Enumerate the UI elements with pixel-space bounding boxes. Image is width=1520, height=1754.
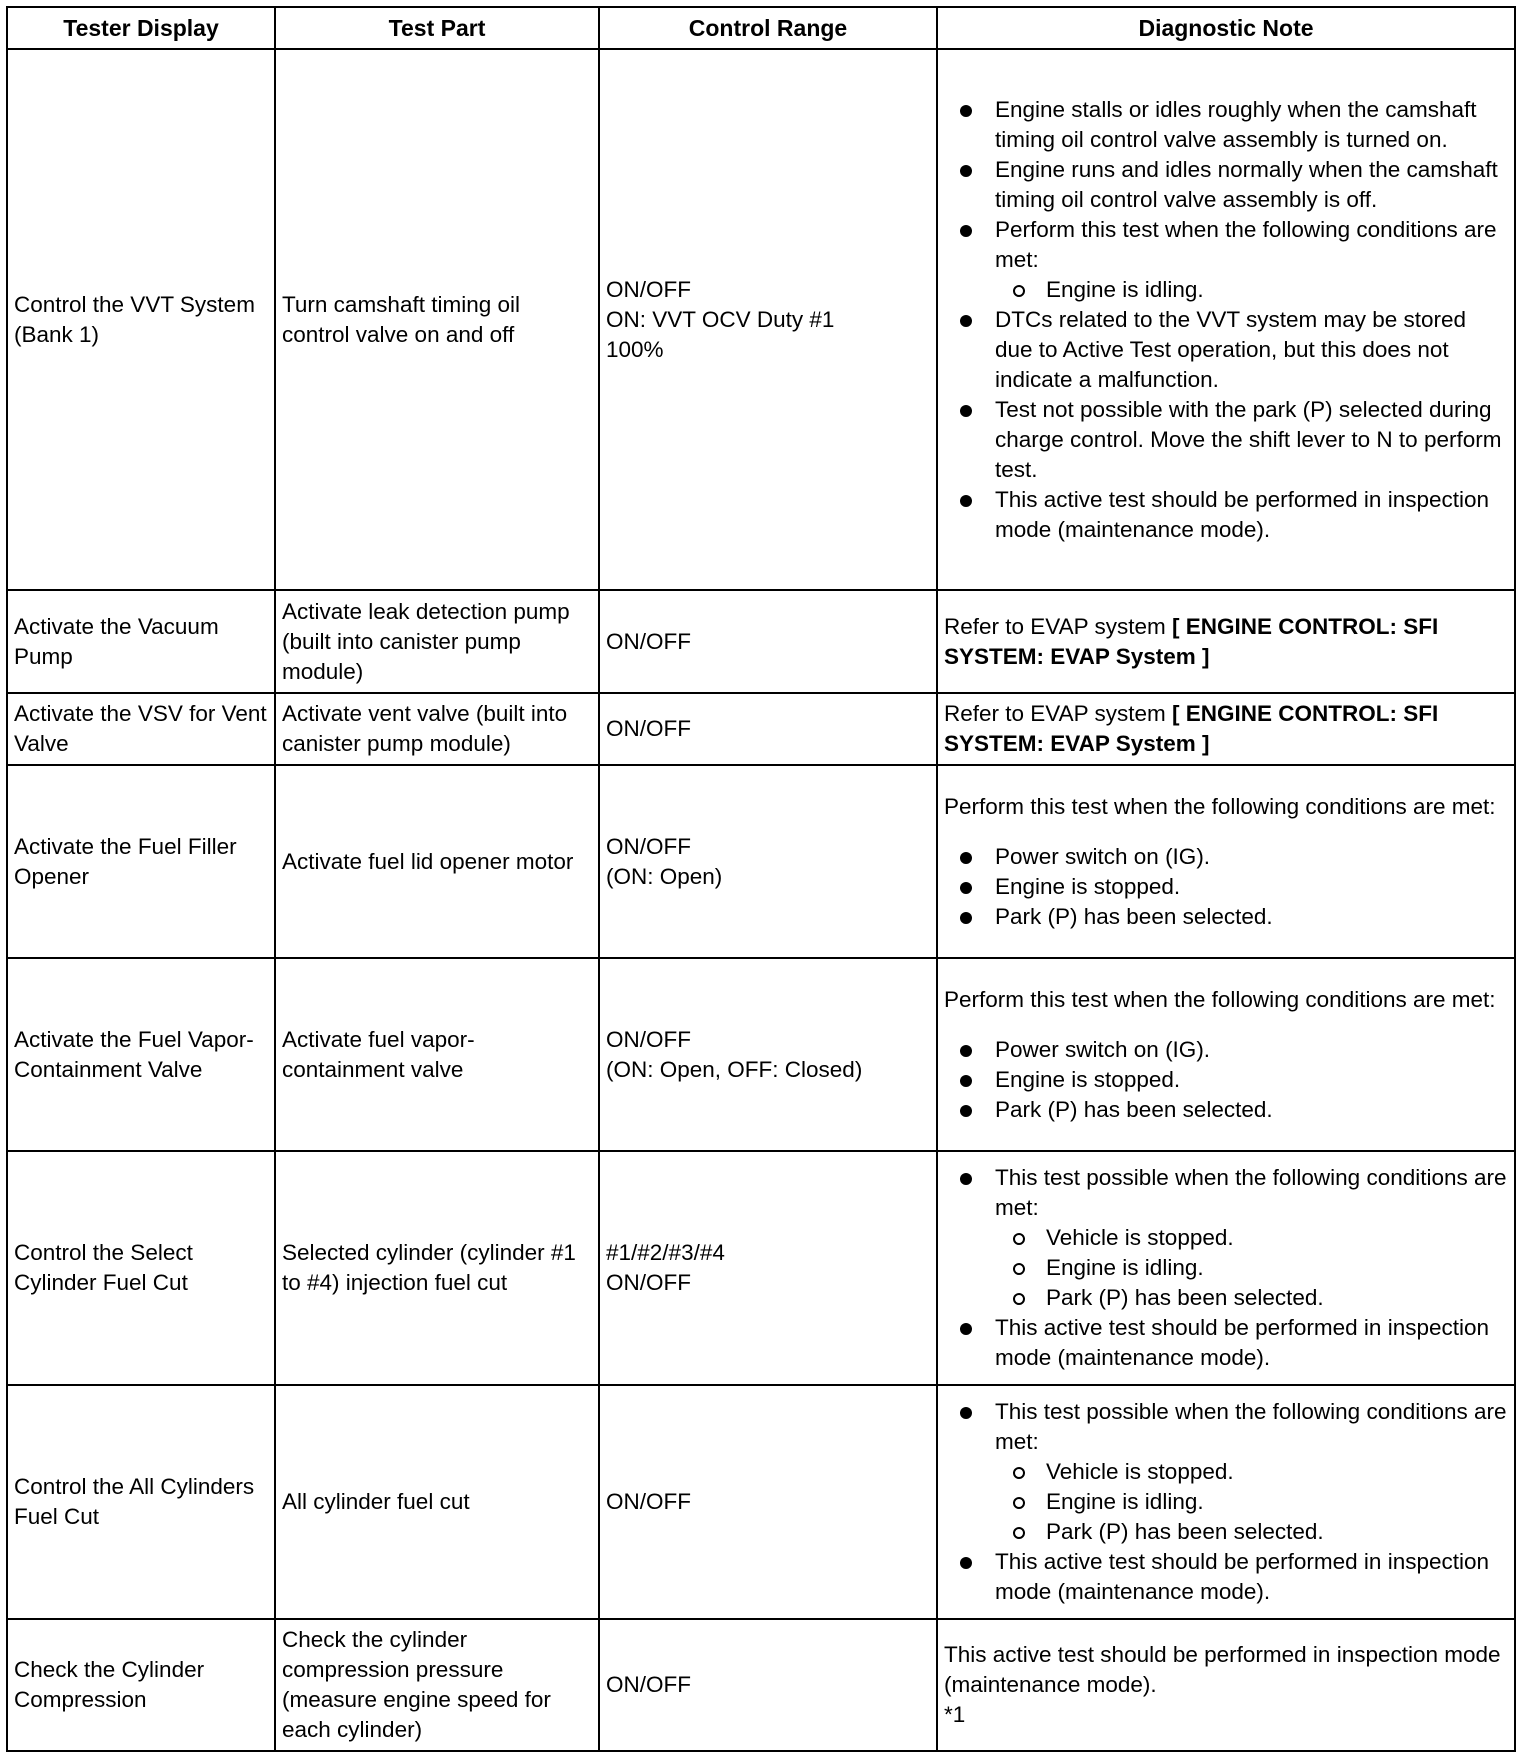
sub-bullet-list xyxy=(995,1223,1508,1313)
bullet-item: Park (P) has been selected. xyxy=(995,902,1508,932)
range-line: ON: VVT OCV Duty #1 xyxy=(606,306,835,332)
bullet-item: Park (P) has been selected. xyxy=(995,1095,1508,1125)
sub-bullet-item: Vehicle is stopped. xyxy=(1046,1223,1508,1253)
sub-bullet-item: Engine is idling. xyxy=(1046,275,1508,305)
bullet-item: Engine is stopped. xyxy=(995,872,1508,902)
diagnostic-note-cell xyxy=(937,1151,1515,1385)
bullet-item xyxy=(995,1163,1508,1313)
test-part-cell: Activate fuel lid opener motor xyxy=(275,765,599,958)
bullet-item xyxy=(995,1313,1508,1373)
bullet-list xyxy=(944,95,1508,545)
note-text: Refer to EVAP system xyxy=(944,701,1166,726)
bullet-item xyxy=(995,95,1508,155)
header-control-range: Control Range xyxy=(599,7,937,49)
bullet-list xyxy=(944,1035,1508,1125)
sub-bullet-list xyxy=(995,1457,1508,1547)
diagnostic-note-cell xyxy=(937,693,1515,765)
note-text: Refer to EVAP system xyxy=(944,613,1166,639)
range-line: ON/OFF xyxy=(606,1270,691,1295)
bullet-text: Perform this test when the following conditions are met: xyxy=(995,216,1497,272)
note-intro: Perform this test when the following conditions are met: xyxy=(944,793,1496,819)
sub-bullet-item: Park (P) has been selected. xyxy=(1046,1283,1508,1313)
cross-reference-link[interactable]: [ ENGINE CONTROL: SFI SYSTEM: EVAP System ] xyxy=(944,613,1439,669)
table-row xyxy=(7,765,1515,958)
bullet-item: Engine is stopped. xyxy=(995,1065,1508,1095)
control-range-cell xyxy=(599,49,937,590)
bullet-item xyxy=(995,305,1508,395)
footnote-marker: *1 xyxy=(944,1702,966,1727)
tester-display-cell: Activate the VSV for Vent Valve xyxy=(7,693,275,765)
table-row xyxy=(7,1619,1515,1751)
header-test-part: Test Part xyxy=(275,7,599,49)
test-part-cell: All cylinder fuel cut xyxy=(275,1385,599,1619)
tester-display-cell: Check the Cylinder Compression xyxy=(7,1619,275,1751)
bullet-list xyxy=(944,842,1508,932)
tester-display-cell: Control the VVT System (Bank 1) xyxy=(7,49,275,590)
table-row xyxy=(7,1151,1515,1385)
control-range-cell xyxy=(599,958,937,1151)
table-row xyxy=(7,49,1515,590)
bullet-text: Engine stalls or idles roughly when the camshaft timing oil control valve assembly is turned on. xyxy=(995,96,1477,152)
diagnostic-note-cell xyxy=(937,1619,1515,1751)
control-range-cell: ON/OFF xyxy=(599,590,937,693)
sub-bullet-item: Park (P) has been selected. xyxy=(1046,1517,1508,1547)
bullet-item: Power switch on (IG). xyxy=(995,1035,1508,1065)
note-text: This active test should be performed in inspection mode (maintenance mode). xyxy=(944,1642,1501,1697)
range-line: #1/#2/#3/#4 xyxy=(606,1240,725,1265)
bullet-item: Power switch on (IG). xyxy=(995,842,1508,872)
tester-display-cell: Activate the Fuel Filler Opener xyxy=(7,765,275,958)
range-line: ON/OFF xyxy=(606,833,691,859)
sub-bullet-item: Vehicle is stopped. xyxy=(1046,1457,1508,1487)
bullet-item xyxy=(995,395,1508,485)
diagnostic-note-cell xyxy=(937,765,1515,958)
test-part-cell: Turn camshaft timing oil control valve on and off xyxy=(275,49,599,590)
range-line: 100% xyxy=(606,336,664,362)
bullet-item xyxy=(995,485,1508,545)
note-intro: Perform this test when the following conditions are met: xyxy=(944,986,1496,1012)
tester-display-cell: Control the Select Cylinder Fuel Cut xyxy=(7,1151,275,1385)
test-part-cell: Activate leak detection pump (built into canister pump module) xyxy=(275,590,599,693)
table-row xyxy=(7,693,1515,765)
control-range-cell: ON/OFF xyxy=(599,1619,937,1751)
sub-bullet-item: Engine is idling. xyxy=(1046,1253,1508,1283)
diagnostic-note-cell xyxy=(937,958,1515,1151)
sub-bullet-list xyxy=(995,275,1508,305)
test-part-cell: Selected cylinder (cylinder #1 to #4) injection fuel cut xyxy=(275,1151,599,1385)
active-test-table xyxy=(6,6,1516,1752)
bullet-list xyxy=(944,1397,1508,1607)
bullet-item xyxy=(995,155,1508,215)
bullet-item xyxy=(995,1547,1508,1607)
range-line: ON/OFF xyxy=(606,276,691,302)
bullet-text: DTCs related to the VVT system may be stored due to Active Test operation, but this does not indicate a malfunction. xyxy=(995,306,1467,392)
control-range-cell xyxy=(599,1151,937,1385)
test-part-cell: Check the cylinder compression pressure (measure engine speed for each cylinder) xyxy=(275,1619,599,1751)
control-range-cell: ON/OFF xyxy=(599,693,937,765)
range-line: ON/OFF xyxy=(606,1026,691,1052)
control-range-cell xyxy=(599,765,937,958)
bullet-text: Test not possible with the park (P) selected during charge control. Move the shift lever to N to perform test. xyxy=(995,396,1502,482)
test-part-cell: Activate vent valve (built into canister pump module) xyxy=(275,693,599,765)
header-diagnostic-note: Diagnostic Note xyxy=(937,7,1515,49)
test-part-cell: Activate fuel vapor-containment valve xyxy=(275,958,599,1151)
cross-reference-link[interactable]: [ ENGINE CONTROL: SFI SYSTEM: EVAP System ] xyxy=(944,701,1439,756)
bullet-text: This test possible when the following conditions are met: xyxy=(995,1399,1507,1454)
bullet-list xyxy=(944,1163,1508,1373)
bullet-text: This active test should be performed in inspection mode (maintenance mode). xyxy=(995,1315,1490,1370)
bullet-text: This active test should be performed in inspection mode (maintenance mode). xyxy=(995,486,1490,542)
bullet-text: Engine runs and idles normally when the camshaft timing oil control valve assembly is off. xyxy=(995,156,1498,212)
bullet-item xyxy=(995,215,1508,305)
tester-display-cell: Control the All Cylinders Fuel Cut xyxy=(7,1385,275,1619)
diagnostic-note-cell xyxy=(937,49,1515,590)
range-line: (ON: Open) xyxy=(606,863,723,889)
bullet-item xyxy=(995,1397,1508,1547)
diagnostic-note-cell xyxy=(937,590,1515,693)
control-range-cell: ON/OFF xyxy=(599,1385,937,1619)
diagnostic-note-cell xyxy=(937,1385,1515,1619)
bullet-text: This test possible when the following conditions are met: xyxy=(995,1165,1507,1220)
table-row xyxy=(7,958,1515,1151)
tester-display-cell: Activate the Vacuum Pump xyxy=(7,590,275,693)
range-line: (ON: Open, OFF: Closed) xyxy=(606,1056,863,1082)
table-row xyxy=(7,1385,1515,1619)
table-row xyxy=(7,590,1515,693)
tester-display-cell: Activate the Fuel Vapor-Containment Valve xyxy=(7,958,275,1151)
sub-bullet-item: Engine is idling. xyxy=(1046,1487,1508,1517)
bullet-text: This active test should be performed in inspection mode (maintenance mode). xyxy=(995,1549,1490,1604)
header-tester-display: Tester Display xyxy=(7,7,275,49)
header-row xyxy=(7,7,1515,49)
